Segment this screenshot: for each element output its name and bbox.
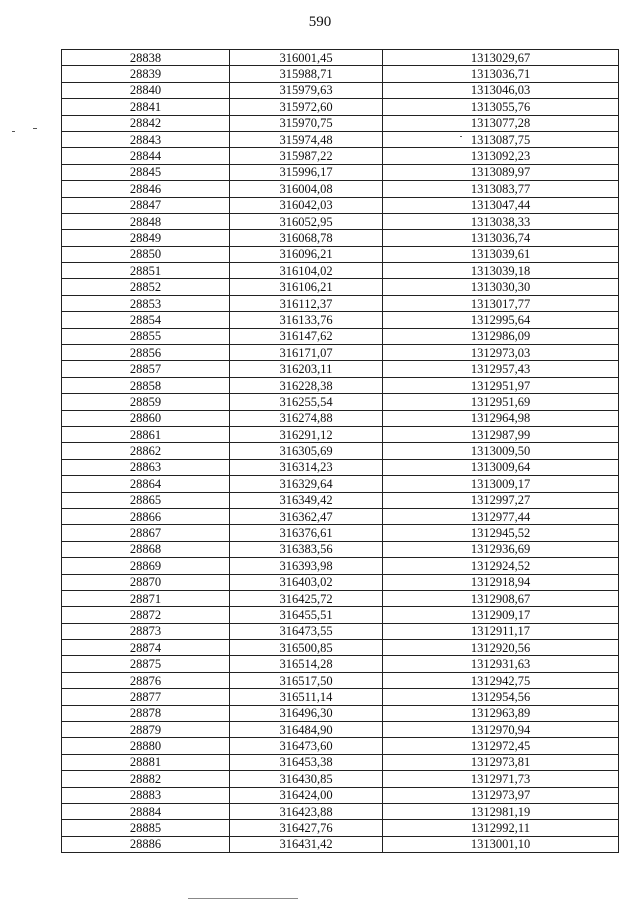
x-coordinate-cell: 316291,12 xyxy=(230,426,383,442)
point-number-cell: 28886 xyxy=(62,836,230,852)
table-row xyxy=(62,607,619,623)
table-row xyxy=(62,410,619,426)
x-coordinate-cell: 315974,48 xyxy=(230,131,383,147)
y-coordinate-cell: 1312909,17 xyxy=(383,607,619,623)
y-coordinate-cell: 1312918,94 xyxy=(383,574,619,590)
point-number-cell: 28880 xyxy=(62,738,230,754)
y-coordinate-cell: 1312936,69 xyxy=(383,541,619,557)
y-coordinate-cell: 1312972,45 xyxy=(383,738,619,754)
y-coordinate-cell: 1312981,19 xyxy=(383,803,619,819)
table-row xyxy=(62,361,619,377)
point-number-cell: 28872 xyxy=(62,607,230,623)
table-row xyxy=(62,541,619,557)
point-number-cell: 28849 xyxy=(62,230,230,246)
y-coordinate-cell: 1313092,23 xyxy=(383,148,619,164)
y-coordinate-cell: 1312951,69 xyxy=(383,394,619,410)
y-coordinate-cell: 1312973,97 xyxy=(383,787,619,803)
x-coordinate-cell: 316484,90 xyxy=(230,722,383,738)
y-coordinate-cell: 1313009,17 xyxy=(383,476,619,492)
point-number-cell: 28875 xyxy=(62,656,230,672)
x-coordinate-cell: 316453,38 xyxy=(230,754,383,770)
point-number-cell: 28847 xyxy=(62,197,230,213)
y-coordinate-cell: 1312908,67 xyxy=(383,590,619,606)
y-coordinate-cell: 1312963,89 xyxy=(383,705,619,721)
y-coordinate-cell: 1313089,97 xyxy=(383,164,619,180)
x-coordinate-cell: 315972,60 xyxy=(230,99,383,115)
y-coordinate-cell: 1313046,03 xyxy=(383,82,619,98)
table-row xyxy=(62,525,619,541)
table-row xyxy=(62,492,619,508)
y-coordinate-cell: 1312945,52 xyxy=(383,525,619,541)
table-row xyxy=(62,476,619,492)
table-row xyxy=(62,99,619,115)
scan-speck xyxy=(33,128,37,129)
table-row xyxy=(62,50,619,66)
x-coordinate-cell: 316052,95 xyxy=(230,213,383,229)
x-coordinate-cell: 316147,62 xyxy=(230,328,383,344)
point-number-cell: 28843 xyxy=(62,131,230,147)
y-coordinate-cell: 1312973,03 xyxy=(383,345,619,361)
x-coordinate-cell: 316314,23 xyxy=(230,459,383,475)
point-number-cell: 28883 xyxy=(62,787,230,803)
point-number-cell: 28852 xyxy=(62,279,230,295)
y-coordinate-cell: 1313038,33 xyxy=(383,213,619,229)
point-number-cell: 28857 xyxy=(62,361,230,377)
y-coordinate-cell: 1313001,10 xyxy=(383,836,619,852)
y-coordinate-cell: 1313047,44 xyxy=(383,197,619,213)
x-coordinate-cell: 316133,76 xyxy=(230,312,383,328)
x-coordinate-cell: 316393,98 xyxy=(230,558,383,574)
table-row xyxy=(62,590,619,606)
y-coordinate-cell: 1312997,27 xyxy=(383,492,619,508)
table-row xyxy=(62,672,619,688)
point-number-cell: 28839 xyxy=(62,66,230,82)
point-number-cell: 28861 xyxy=(62,426,230,442)
x-coordinate-cell: 315987,22 xyxy=(230,148,383,164)
coordinates-table-body xyxy=(62,50,619,853)
x-coordinate-cell: 316096,21 xyxy=(230,246,383,262)
y-coordinate-cell: 1313039,18 xyxy=(383,263,619,279)
table-row xyxy=(62,394,619,410)
x-coordinate-cell: 316004,08 xyxy=(230,181,383,197)
x-coordinate-cell: 316514,28 xyxy=(230,656,383,672)
x-coordinate-cell: 316362,47 xyxy=(230,508,383,524)
x-coordinate-cell: 316112,37 xyxy=(230,295,383,311)
point-number-cell: 28855 xyxy=(62,328,230,344)
y-coordinate-cell: 1313036,71 xyxy=(383,66,619,82)
point-number-cell: 28854 xyxy=(62,312,230,328)
y-coordinate-cell: 1313009,64 xyxy=(383,459,619,475)
x-coordinate-cell: 316431,42 xyxy=(230,836,383,852)
point-number-cell: 28841 xyxy=(62,99,230,115)
point-number-cell: 28851 xyxy=(62,263,230,279)
point-number-cell: 28838 xyxy=(62,50,230,66)
x-coordinate-cell: 316171,07 xyxy=(230,345,383,361)
x-coordinate-cell: 316424,00 xyxy=(230,787,383,803)
table-row xyxy=(62,230,619,246)
point-number-cell: 28846 xyxy=(62,181,230,197)
page-number: 590 xyxy=(308,14,332,30)
point-number-cell: 28879 xyxy=(62,722,230,738)
y-coordinate-cell: 1313087,75 xyxy=(383,131,619,147)
table-row xyxy=(62,640,619,656)
table-row xyxy=(62,377,619,393)
y-coordinate-cell: 1313077,28 xyxy=(383,115,619,131)
point-number-cell: 28870 xyxy=(62,574,230,590)
point-number-cell: 28874 xyxy=(62,640,230,656)
x-coordinate-cell: 316329,64 xyxy=(230,476,383,492)
y-coordinate-cell: 1312995,64 xyxy=(383,312,619,328)
point-number-cell: 28881 xyxy=(62,754,230,770)
table-row xyxy=(62,312,619,328)
y-coordinate-cell: 1312920,56 xyxy=(383,640,619,656)
y-coordinate-cell: 1312954,56 xyxy=(383,689,619,705)
table-row xyxy=(62,213,619,229)
point-number-cell: 28842 xyxy=(62,115,230,131)
table-row xyxy=(62,836,619,852)
table-row xyxy=(62,82,619,98)
y-coordinate-cell: 1312970,94 xyxy=(383,722,619,738)
table-row xyxy=(62,263,619,279)
table-row xyxy=(62,279,619,295)
y-coordinate-cell: 1312924,52 xyxy=(383,558,619,574)
x-coordinate-cell: 316042,03 xyxy=(230,197,383,213)
x-coordinate-cell: 316106,21 xyxy=(230,279,383,295)
point-number-cell: 28878 xyxy=(62,705,230,721)
x-coordinate-cell: 316203,11 xyxy=(230,361,383,377)
table-row xyxy=(62,345,619,361)
y-coordinate-cell: 1313083,77 xyxy=(383,181,619,197)
table-row xyxy=(62,148,619,164)
x-coordinate-cell: 316517,50 xyxy=(230,672,383,688)
table-row xyxy=(62,558,619,574)
point-number-cell: 28864 xyxy=(62,476,230,492)
table-row xyxy=(62,754,619,770)
x-coordinate-cell: 315979,63 xyxy=(230,82,383,98)
scan-speck xyxy=(12,131,15,132)
table-row xyxy=(62,689,619,705)
table-row xyxy=(62,820,619,836)
x-coordinate-cell: 316423,88 xyxy=(230,803,383,819)
coordinates-table xyxy=(61,49,619,853)
point-number-cell: 28844 xyxy=(62,148,230,164)
y-coordinate-cell: 1312911,17 xyxy=(383,623,619,639)
table-row xyxy=(62,656,619,672)
table-row xyxy=(62,181,619,197)
x-coordinate-cell: 316496,30 xyxy=(230,705,383,721)
y-coordinate-cell: 1313055,76 xyxy=(383,99,619,115)
point-number-cell: 28840 xyxy=(62,82,230,98)
table-row xyxy=(62,803,619,819)
x-coordinate-cell: 316349,42 xyxy=(230,492,383,508)
point-number-cell: 28858 xyxy=(62,377,230,393)
y-coordinate-cell: 1312986,09 xyxy=(383,328,619,344)
x-coordinate-cell: 316068,78 xyxy=(230,230,383,246)
point-number-cell: 28859 xyxy=(62,394,230,410)
x-coordinate-cell: 315988,71 xyxy=(230,66,383,82)
table-row xyxy=(62,705,619,721)
table-row xyxy=(62,115,619,131)
point-number-cell: 28863 xyxy=(62,459,230,475)
y-coordinate-cell: 1312964,98 xyxy=(383,410,619,426)
point-number-cell: 28882 xyxy=(62,771,230,787)
x-coordinate-cell: 316376,61 xyxy=(230,525,383,541)
table-row xyxy=(62,459,619,475)
table-row xyxy=(62,426,619,442)
y-coordinate-cell: 1312992,11 xyxy=(383,820,619,836)
point-number-cell: 28860 xyxy=(62,410,230,426)
point-number-cell: 28877 xyxy=(62,689,230,705)
scan-edge-line xyxy=(188,898,298,899)
table-row xyxy=(62,738,619,754)
table-row xyxy=(62,328,619,344)
table-row xyxy=(62,131,619,147)
y-coordinate-cell: 1313017,77 xyxy=(383,295,619,311)
table-row xyxy=(62,295,619,311)
point-number-cell: 28884 xyxy=(62,803,230,819)
x-coordinate-cell: 316403,02 xyxy=(230,574,383,590)
x-coordinate-cell: 316104,02 xyxy=(230,263,383,279)
x-coordinate-cell: 316427,76 xyxy=(230,820,383,836)
point-number-cell: 28868 xyxy=(62,541,230,557)
table-row xyxy=(62,574,619,590)
y-coordinate-cell: 1312987,99 xyxy=(383,426,619,442)
x-coordinate-cell: 316473,60 xyxy=(230,738,383,754)
y-coordinate-cell: 1312957,43 xyxy=(383,361,619,377)
point-number-cell: 28845 xyxy=(62,164,230,180)
point-number-cell: 28850 xyxy=(62,246,230,262)
point-number-cell: 28862 xyxy=(62,443,230,459)
table-row xyxy=(62,623,619,639)
y-coordinate-cell: 1312942,75 xyxy=(383,672,619,688)
table-row xyxy=(62,771,619,787)
y-coordinate-cell: 1312931,63 xyxy=(383,656,619,672)
scan-speck xyxy=(460,136,462,137)
y-coordinate-cell: 1313030,30 xyxy=(383,279,619,295)
point-number-cell: 28869 xyxy=(62,558,230,574)
y-coordinate-cell: 1312951,97 xyxy=(383,377,619,393)
x-coordinate-cell: 316430,85 xyxy=(230,771,383,787)
table-row xyxy=(62,246,619,262)
y-coordinate-cell: 1312977,44 xyxy=(383,508,619,524)
y-coordinate-cell: 1313029,67 xyxy=(383,50,619,66)
y-coordinate-cell: 1313009,50 xyxy=(383,443,619,459)
point-number-cell: 28866 xyxy=(62,508,230,524)
table-row xyxy=(62,787,619,803)
table-row xyxy=(62,164,619,180)
x-coordinate-cell: 316274,88 xyxy=(230,410,383,426)
x-coordinate-cell: 316511,14 xyxy=(230,689,383,705)
point-number-cell: 28848 xyxy=(62,213,230,229)
point-number-cell: 28853 xyxy=(62,295,230,311)
x-coordinate-cell: 316001,45 xyxy=(230,50,383,66)
y-coordinate-cell: 1313039,61 xyxy=(383,246,619,262)
x-coordinate-cell: 315970,75 xyxy=(230,115,383,131)
point-number-cell: 28867 xyxy=(62,525,230,541)
x-coordinate-cell: 316305,69 xyxy=(230,443,383,459)
x-coordinate-cell: 316455,51 xyxy=(230,607,383,623)
point-number-cell: 28873 xyxy=(62,623,230,639)
table-row xyxy=(62,722,619,738)
y-coordinate-cell: 1313036,74 xyxy=(383,230,619,246)
table-row xyxy=(62,508,619,524)
point-number-cell: 28865 xyxy=(62,492,230,508)
x-coordinate-cell: 316473,55 xyxy=(230,623,383,639)
x-coordinate-cell: 316500,85 xyxy=(230,640,383,656)
table-row xyxy=(62,197,619,213)
x-coordinate-cell: 316255,54 xyxy=(230,394,383,410)
point-number-cell: 28856 xyxy=(62,345,230,361)
point-number-cell: 28885 xyxy=(62,820,230,836)
x-coordinate-cell: 316228,38 xyxy=(230,377,383,393)
table-row xyxy=(62,66,619,82)
y-coordinate-cell: 1312971,73 xyxy=(383,771,619,787)
x-coordinate-cell: 315996,17 xyxy=(230,164,383,180)
x-coordinate-cell: 316425,72 xyxy=(230,590,383,606)
x-coordinate-cell: 316383,56 xyxy=(230,541,383,557)
y-coordinate-cell: 1312973,81 xyxy=(383,754,619,770)
point-number-cell: 28876 xyxy=(62,672,230,688)
point-number-cell: 28871 xyxy=(62,590,230,606)
table-row xyxy=(62,443,619,459)
